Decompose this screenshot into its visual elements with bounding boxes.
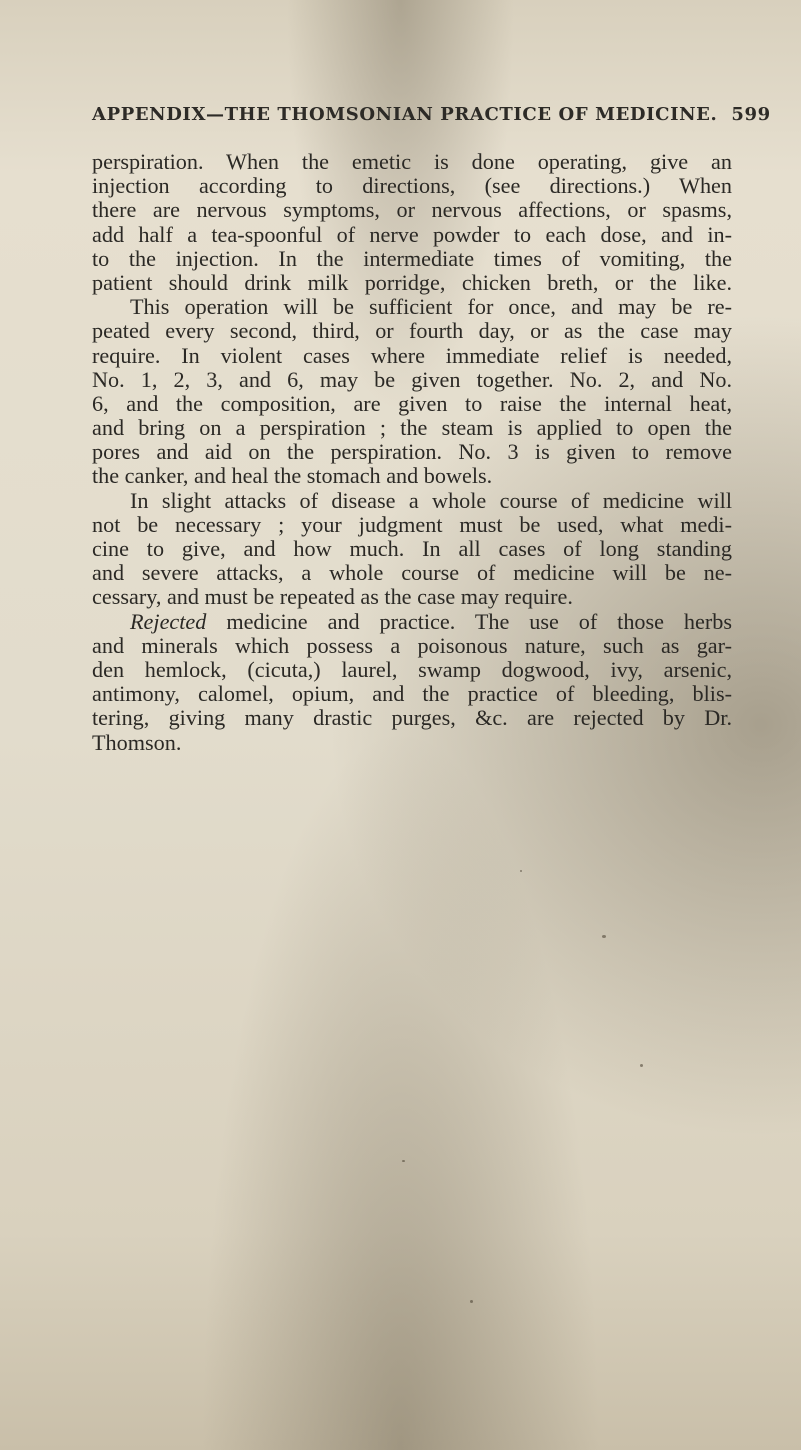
text-line: and bring on a perspiration ; the steam is applied to open the	[92, 415, 732, 441]
text-line: to the injection. In the intermediate times of vomiting, the	[92, 245, 732, 271]
italic-lead: Rejected	[130, 608, 207, 634]
text-line: This operation will be sufficient for once, and may be re-	[130, 294, 732, 320]
text-line: cine to give, and how much. In all cases of long standing	[92, 536, 732, 561]
text-line	[92, 610, 732, 634]
running-header	[92, 104, 771, 125]
text-line: the canker, and heal the stomach and bowels.	[92, 463, 493, 489]
text-line: antimony, calomel, opium, and the practice of bleeding, blis-	[92, 681, 732, 707]
text-line: pores and aid on the perspiration. No. 3 is given to remove	[92, 439, 732, 465]
body-text	[92, 150, 732, 755]
text-line: cessary, and must be repeated as the case may require.	[92, 584, 573, 610]
text-line: require. In violent cases where immediate relief is needed,	[92, 342, 732, 368]
text-line: injection according to directions, (see directions.) When	[92, 173, 732, 199]
text-line: patient should drink milk porridge, chicken breth, or the like.	[92, 269, 732, 295]
text-line-rest: medicine and practice. The use of those herbs	[226, 608, 732, 634]
text-line: and minerals which possess a poisonous nature, such as gar-	[92, 632, 732, 658]
paper-speck	[520, 870, 522, 872]
text-line: not be necessary ; your judgment must be used, what medi-	[92, 511, 732, 537]
paper-speck	[402, 1160, 405, 1162]
page-number: 599	[731, 104, 771, 125]
paper-speck	[470, 1300, 473, 1303]
text-line: perspiration. When the emetic is done operating, give an	[92, 149, 732, 174]
text-line: 6, and the composition, are given to raise the internal heat,	[92, 390, 732, 416]
text-line: and severe attacks, a whole course of medicine will be ne-	[92, 560, 732, 586]
text-line: there are nervous symptoms, or nervous affections, or spasms,	[92, 197, 732, 223]
text-line: tering, giving many drastic purges, &c. are rejected by Dr.	[92, 705, 732, 731]
paper-speck	[640, 1064, 643, 1067]
text-line: Thomson.	[92, 729, 182, 755]
text-line: In slight attacks of disease a whole course of medicine will	[130, 487, 732, 513]
text-line: add half a tea-spoonful of nerve powder to each dose, and in-	[92, 221, 732, 247]
running-title: APPENDIX—THE THOMSONIAN PRACTICE OF MEDICINE.	[92, 104, 718, 125]
paper-speck	[602, 935, 606, 938]
text-line: peated every second, third, or fourth day, or as the case may	[92, 318, 732, 344]
text-line: den hemlock, (cicuta,) laurel, swamp dogwood, ivy, arsenic,	[92, 656, 732, 682]
text-line: No. 1, 2, 3, and 6, may be given together. No. 2, and No.	[92, 366, 732, 392]
